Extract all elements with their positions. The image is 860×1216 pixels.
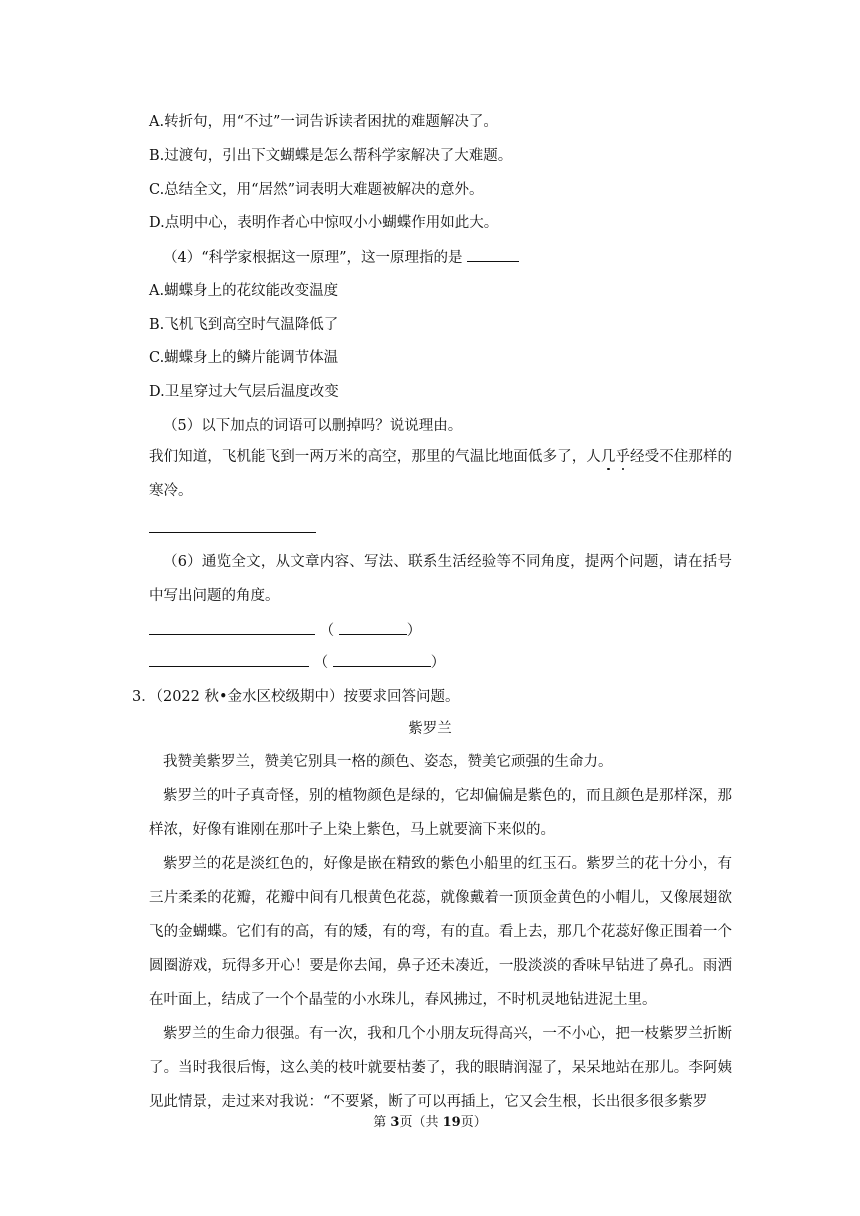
q4-answer-blank[interactable] xyxy=(467,247,519,262)
total-page-count: 19 xyxy=(442,1115,461,1130)
passage-title: 紫罗兰 xyxy=(408,721,452,737)
passage-paragraph-4: 紫罗兰的生命力很强。有一次，我和几个小朋友玩得高兴，一不小心，把一枝紫罗兰折断了。当时我很后悔，这么美的枝叶就要枯萎了，我的眼睛润湿了，呆呆地站在那儿。李阿姨见此情景，走过来对我说：“不要紧，断了可以再插上，它又会生根，长出很多很多紫罗 xyxy=(149,1026,732,1110)
passage-paragraph-1: 我赞美紫罗兰，赞美它别具一格的颜色、姿态，赞美它顽强的生命力。 xyxy=(163,754,613,770)
q5-stem: （5）以下加点的词语可以删掉吗？说说理由。 xyxy=(163,418,463,434)
option-b: B.过渡句，引出下文蝴蝶是怎么帮科学家解决了大难题。 xyxy=(149,148,513,164)
q4-option-a: A.蝴蝶身上的花纹能改变温度 xyxy=(149,283,339,299)
q6-question-line-1[interactable] xyxy=(149,620,315,635)
q6-angle-line-2[interactable] xyxy=(333,652,431,667)
q5-sentence-before: 我们知道，飞机能飞到一两万米的高空，那里的气温比地面低多了，人 xyxy=(149,449,601,465)
passage-paragraph-3: 紫罗兰的花是淡红色的，好像是嵌在精致的紫色小船里的红玉石。紫罗兰的花十分小，有三片柔柔的花瓣，花瓣中间有几根黄色花蕊，就像戴着一顶顶金黄色的小帽儿，又像展翅欲飞的金蝴蝶。它们有的高，有的矮，有的弯，有的直。看上去，那几个花蕊好像正围着一个圆圈游戏，玩得多开心！要是你去闻，鼻子还未凑近，一股淡淡的香味早钻进了鼻孔。雨洒在叶面上，结成了一个个晶莹的小水珠儿，春风拂过，不时机灵地钻进泥土里。 xyxy=(149,856,732,1008)
q6-answer-row-1 xyxy=(149,620,421,641)
q5-sentence-after: 经受不住那样的寒冷。 xyxy=(149,449,733,499)
q6-paren-open-2: （ xyxy=(313,655,329,671)
q4-option-c: C.蝴蝶身上的鳞片能调节体温 xyxy=(149,350,339,366)
passage-paragraph-2: 紫罗兰的叶子真奇怪，别的植物颜色是绿的，它却偏偏是紫色的，而且颜色是那样深，那样浓，好像有谁刚在那叶子上染上紫色，马上就要滴下来似的。 xyxy=(149,788,732,838)
option-d: D.点明中心，表明作者心中惊叹小小蝴蝶作用如此大。 xyxy=(149,215,499,231)
q5-answer-line[interactable] xyxy=(149,532,316,533)
option-a: A.转折句，用“不过”一词告诉读者困扰的难题解决了。 xyxy=(149,114,498,130)
q6-angle-line-1[interactable] xyxy=(339,620,407,635)
q5-dotted-word-2: 乎 xyxy=(615,449,631,465)
option-c: C.总结全文，用“居然”词表明大难题被解决的意外。 xyxy=(149,182,484,198)
page-footer: 第 3页（共 19页） xyxy=(373,1115,487,1130)
q6-paren-close-2: ） xyxy=(430,655,446,671)
q5-sentence xyxy=(149,440,732,508)
q5-dotted-word-1: 几 xyxy=(600,449,616,465)
current-page-number: 3 xyxy=(390,1115,400,1130)
q6-paren-close-1: ） xyxy=(406,623,422,639)
q6-paren-open-1: （ xyxy=(319,623,335,639)
q6-answer-row-2 xyxy=(149,652,445,673)
q4-option-d: D.卫星穿过大气层后温度改变 xyxy=(149,384,339,400)
question-3-header: 3．（2022 秋•金水区校级期中）按要求回答问题。 xyxy=(132,689,460,705)
q4-option-b: B.飞机飞到高空时气温降低了 xyxy=(149,317,339,333)
q4-stem xyxy=(163,247,519,268)
q6-question-line-2[interactable] xyxy=(149,652,309,667)
q4-stem-text: （4）“科学家根据这一原理”，这一原理指的是 xyxy=(163,250,468,266)
q6-stem: （6）通览全文，从文章内容、写法、联系生活经验等不同角度，提两个问题，请在括号中写出问题的角度。 xyxy=(149,554,732,604)
